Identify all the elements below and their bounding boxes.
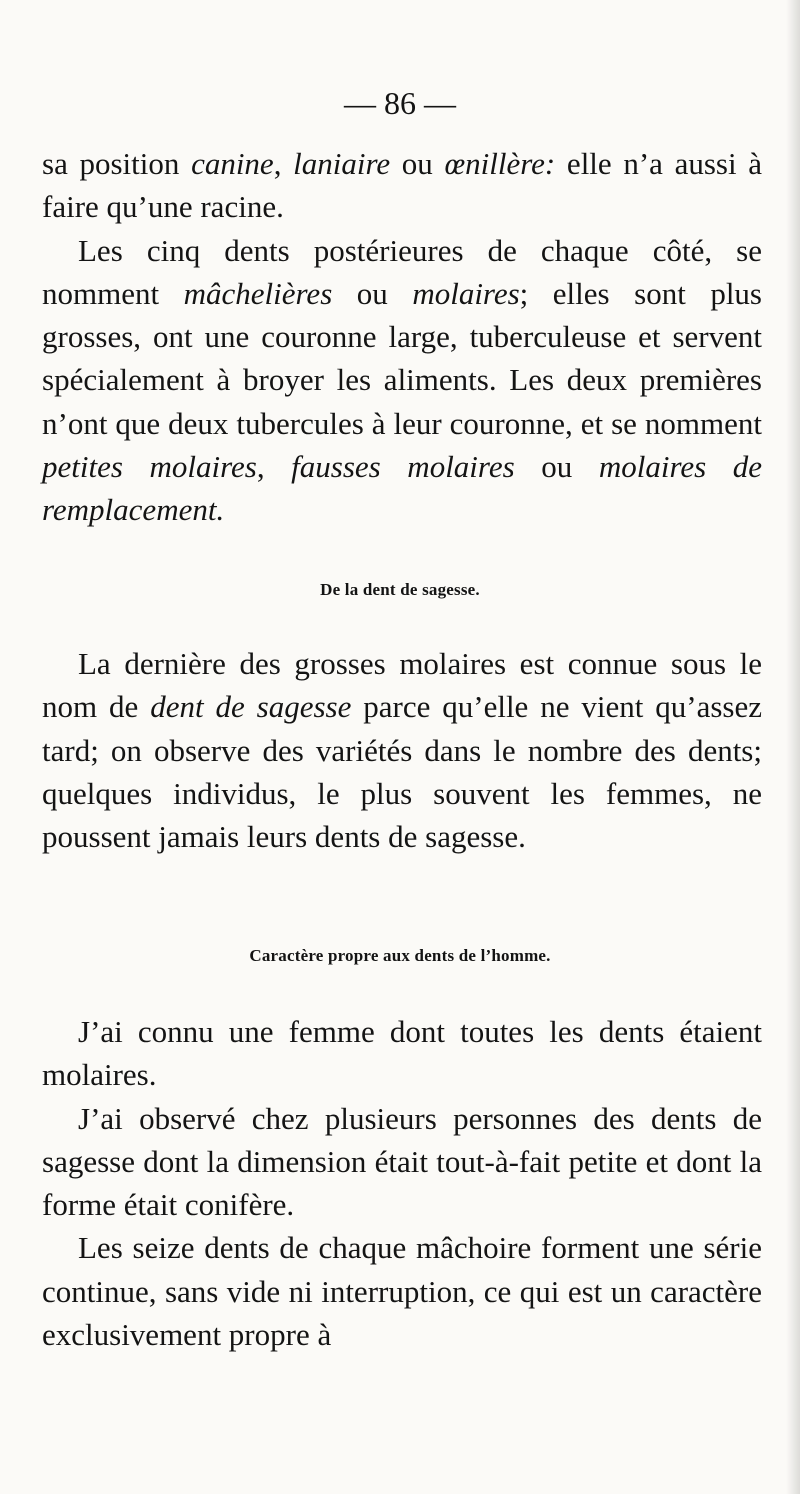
text-run: ,	[256, 449, 292, 485]
text-block-wisdom-tooth	[42, 642, 762, 858]
page-number: — 86 —	[344, 85, 456, 121]
text-run: ou	[514, 449, 599, 485]
italic-term: molaires	[412, 275, 520, 311]
text-run: elle n’a aussi à faire qu’une racine.	[42, 146, 763, 225]
italic-term: molaires de remplacement.	[42, 449, 763, 528]
text-run: ,	[273, 146, 294, 181]
italic-term: œnillère:	[444, 146, 556, 181]
text-run: sa position	[42, 146, 192, 181]
paragraph-observation-2: J’ai observé chez plusieurs personnes des dents de sagesse dont la dimension était tout-à-fait petite et dont la forme était conifère.	[42, 1100, 762, 1223]
text-block-human-teeth	[42, 1010, 762, 1356]
text-run: parce qu’elle ne vient qu’assez tard; on observe des variétés dans le nombre des dents; quelques individus, le plus souvent les femmes, ne poussent jamais leurs dents de sagesse.	[42, 689, 762, 855]
text-run: ; elles sont plus grosses, ont une couronne large, tuberculeuse et servent spécialement à broyer les aliments. Les deux premières n’ont que deux tubercules à leur couronne, et se nomment	[42, 275, 763, 441]
paragraph-observation-1: J’ai connu une femme dont toutes les dents étaient molaires.	[42, 1014, 762, 1093]
italic-term: petites molaires	[42, 449, 257, 485]
section-heading-wisdom-tooth: De la dent de sagesse.	[320, 580, 480, 599]
text-run: La dernière des grosses molaires est connue sous le nom de	[42, 646, 762, 725]
italic-term: mâchelières	[183, 275, 333, 311]
text-run: ou	[332, 275, 413, 311]
text-run: ou	[390, 146, 445, 181]
paragraph-canine	[42, 142, 762, 229]
paragraph-wisdom-tooth	[42, 642, 762, 858]
italic-term: canine	[191, 146, 274, 181]
section-heading-human-teeth: Caractère propre aux dents de l’homme.	[249, 946, 551, 965]
paragraph-molars	[42, 229, 762, 532]
italic-term: fausses molaires	[291, 449, 515, 485]
italic-term: dent de sagesse	[150, 689, 352, 725]
text-run: Les cinq dents postérieures de chaque côté, se nomment	[42, 232, 762, 311]
italic-term: laniaire	[293, 146, 391, 181]
paragraph-observation-3: Les seize dents de chaque mâchoire forment une série continue, sans vide ni interruption, ce qui est un caractère exclusivement propre à	[42, 1230, 762, 1353]
text-block-teeth-types	[42, 142, 762, 532]
